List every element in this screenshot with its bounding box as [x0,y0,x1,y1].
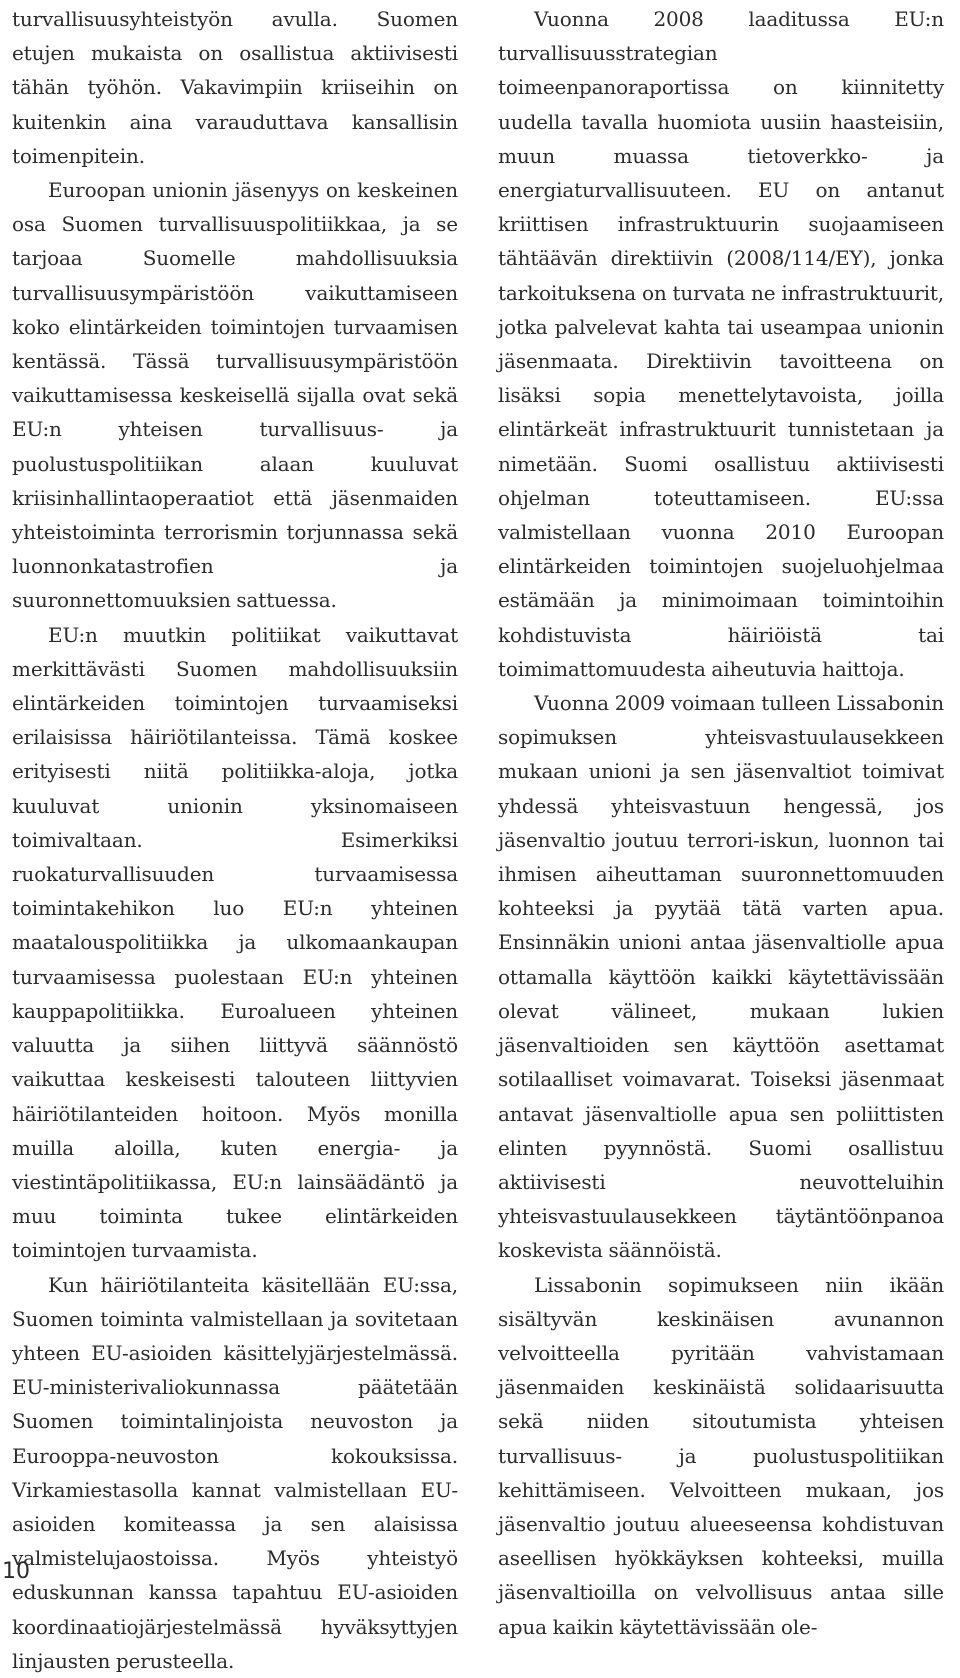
body-paragraph: EU:n muutkin politiikat vaikuttavat merkittävästi Suomen mahdollisuuksiin elintärkeiden toimintojen turvaamiseksi erilaisissa häiriötilanteissa. Tämä koskee erityisesti niitä politiikka-aloja, jotka kuuluvat unionin yksinomaiseen toimivaltaan. Esimerkiksi ruokaturvallisuuden turvaamisessa toimintakehikon luo EU:n yhteinen maatalouspolitiikka ja ulkomaankaupan turvaamisessa puolestaan EU:n yhteinen kauppapolitiikka. Euroalueen yhteinen valuutta ja siihen liittyvä säännöstö vaikuttaa keskeisesti talouteen liittyvien häiriötilanteiden hoitoon. Myös monilla muilla aloilla, kuten energia- ja viestintäpolitiikassa, EU:n lainsäädäntö ja muu toiminta tukee elintärkeiden toimintojen turvaamista. [12,622,458,1263]
body-paragraph: turvallisuusyhteistyön avulla. Suomen etujen mukaista on osallistua aktiivisesti tähän työhön. Vakavimpiin kriiseihin on kuitenkin aina varauduttava kansallisin toimenpitein. [12,7,458,168]
body-paragraph: Kun häiriötilanteita käsitellään EU:ssa, Suomen toiminta valmistellaan ja sovitetaan yhteen EU-asioiden käsittelyjärjestelmässä. EU-ministerivaliokunnassa päätetään Suomen toimintalinjoista neuvoston ja Eurooppa-neuvoston kokouksissa. Virkamiestasolla kannat valmistellaan EU-asioiden komiteassa ja sen alaisissa valmistelujaostoissa. Myös yhteistyö eduskunnan kanssa tapahtuu EU-asioiden koordinaatiojärjestelmässä hyväksyttyjen linjausten perusteella. [12,1272,458,1673]
body-paragraph: Vuonna 2008 laaditussa EU:n turvallisuusstrategian toimeenpanoraportissa on kiinnitetty uudella tavalla huomiota uusiin haasteisiin, muun muassa tietoverkko- ja energiaturvallisuuteen. EU on antanut kriittisen infrastruktuurin suojaamiseen tähtäävän direktiivin (2008/114/EY), jonka tarkoituksena on turvata ne infrastruktuurit, jotka palvelevat kahta tai useampaa unionin jäsenmaata. Direktiivin tavoitteena on lisäksi sopia menettelytavoista, joilla elintärkeät infrastruktuurit tunnistetaan ja nimetään. Suomi osallistuu aktiivisesti ohjelman toteuttamiseen. EU:ssa valmistellaan vuonna 2010 Euroopan elintärkeiden toimintojen suojeluohjelmaa estämään ja minimoimaan toimintoihin kohdistuvista häiriöistä tai toimimattomuudesta aiheutuvia haittoja. [498,7,944,681]
right-column [498,2,944,1644]
page-number: 10 [2,1559,30,1584]
body-paragraph: Lissabonin sopimukseen niin ikään sisältyvän keskinäisen avunannon velvoitteella pyritään vahvistamaan jäsenmaiden keskinäistä solidaarisuutta sekä niiden sitoutumista yhteisen turvallisuus- ja puolustuspolitiikan kehittämiseen. Velvoitteen mukaan, jos jäsenvaltio joutuu alueeseensa kohdistuvan aseellisen hyökkäyksen kohteeksi, muilla jäsenvaltioilla on velvollisuus antaa sille apua kaikin käytettävissään ole- [498,1272,944,1639]
left-column [12,2,458,1678]
body-paragraph: Vuonna 2009 voimaan tulleen Lissabonin sopimuksen yhteisvastuulausekkeen mukaan unioni ja sen jäsenvaltiot toimivat yhdessä yhteisvastuun hengessä, jos jäsenvaltio joutuu terrori-iskun, luonnon tai ihmisen aiheuttaman suuronnettomuuden kohteeksi ja pyytää tätä varten apua. Ensinnäkin unioni antaa jäsenvaltiolle apua ottamalla käyttöön kaikki käytettävissään olevat välineet, mukaan lukien jäsenvaltioiden sen käyttöön asettamat sotilaalliset voimavarat. Toiseksi jäsenmaat antavat jäsenvaltiolle apua sen poliittisten elinten pyynnöstä. Suomi osallistuu aktiivisesti neuvotteluihin yhteisvastuulausekkeen täytäntöönpanoa koskevista säännöistä. [498,691,944,1263]
body-paragraph: Euroopan unionin jäsenyys on keskeinen osa Suomen turvallisuuspolitiikkaa, ja se tarjoaa Suomelle mahdollisuuksia turvallisuusympäristöön vaikuttamiseen koko elintärkeiden toimintojen turvaamisen kentässä. Tässä turvallisuusympäristöön vaikuttamisessa keskeisellä sijalla ovat sekä EU:n yhteisen turvallisuus- ja puolustuspolitiikan alaan kuuluvat kriisinhallintaoperaatiot että jäsenmaiden yhteistoiminta terrorismin torjunnassa sekä luonnonkatastrofien ja suuronnettomuuksien sattuessa. [12,178,458,613]
